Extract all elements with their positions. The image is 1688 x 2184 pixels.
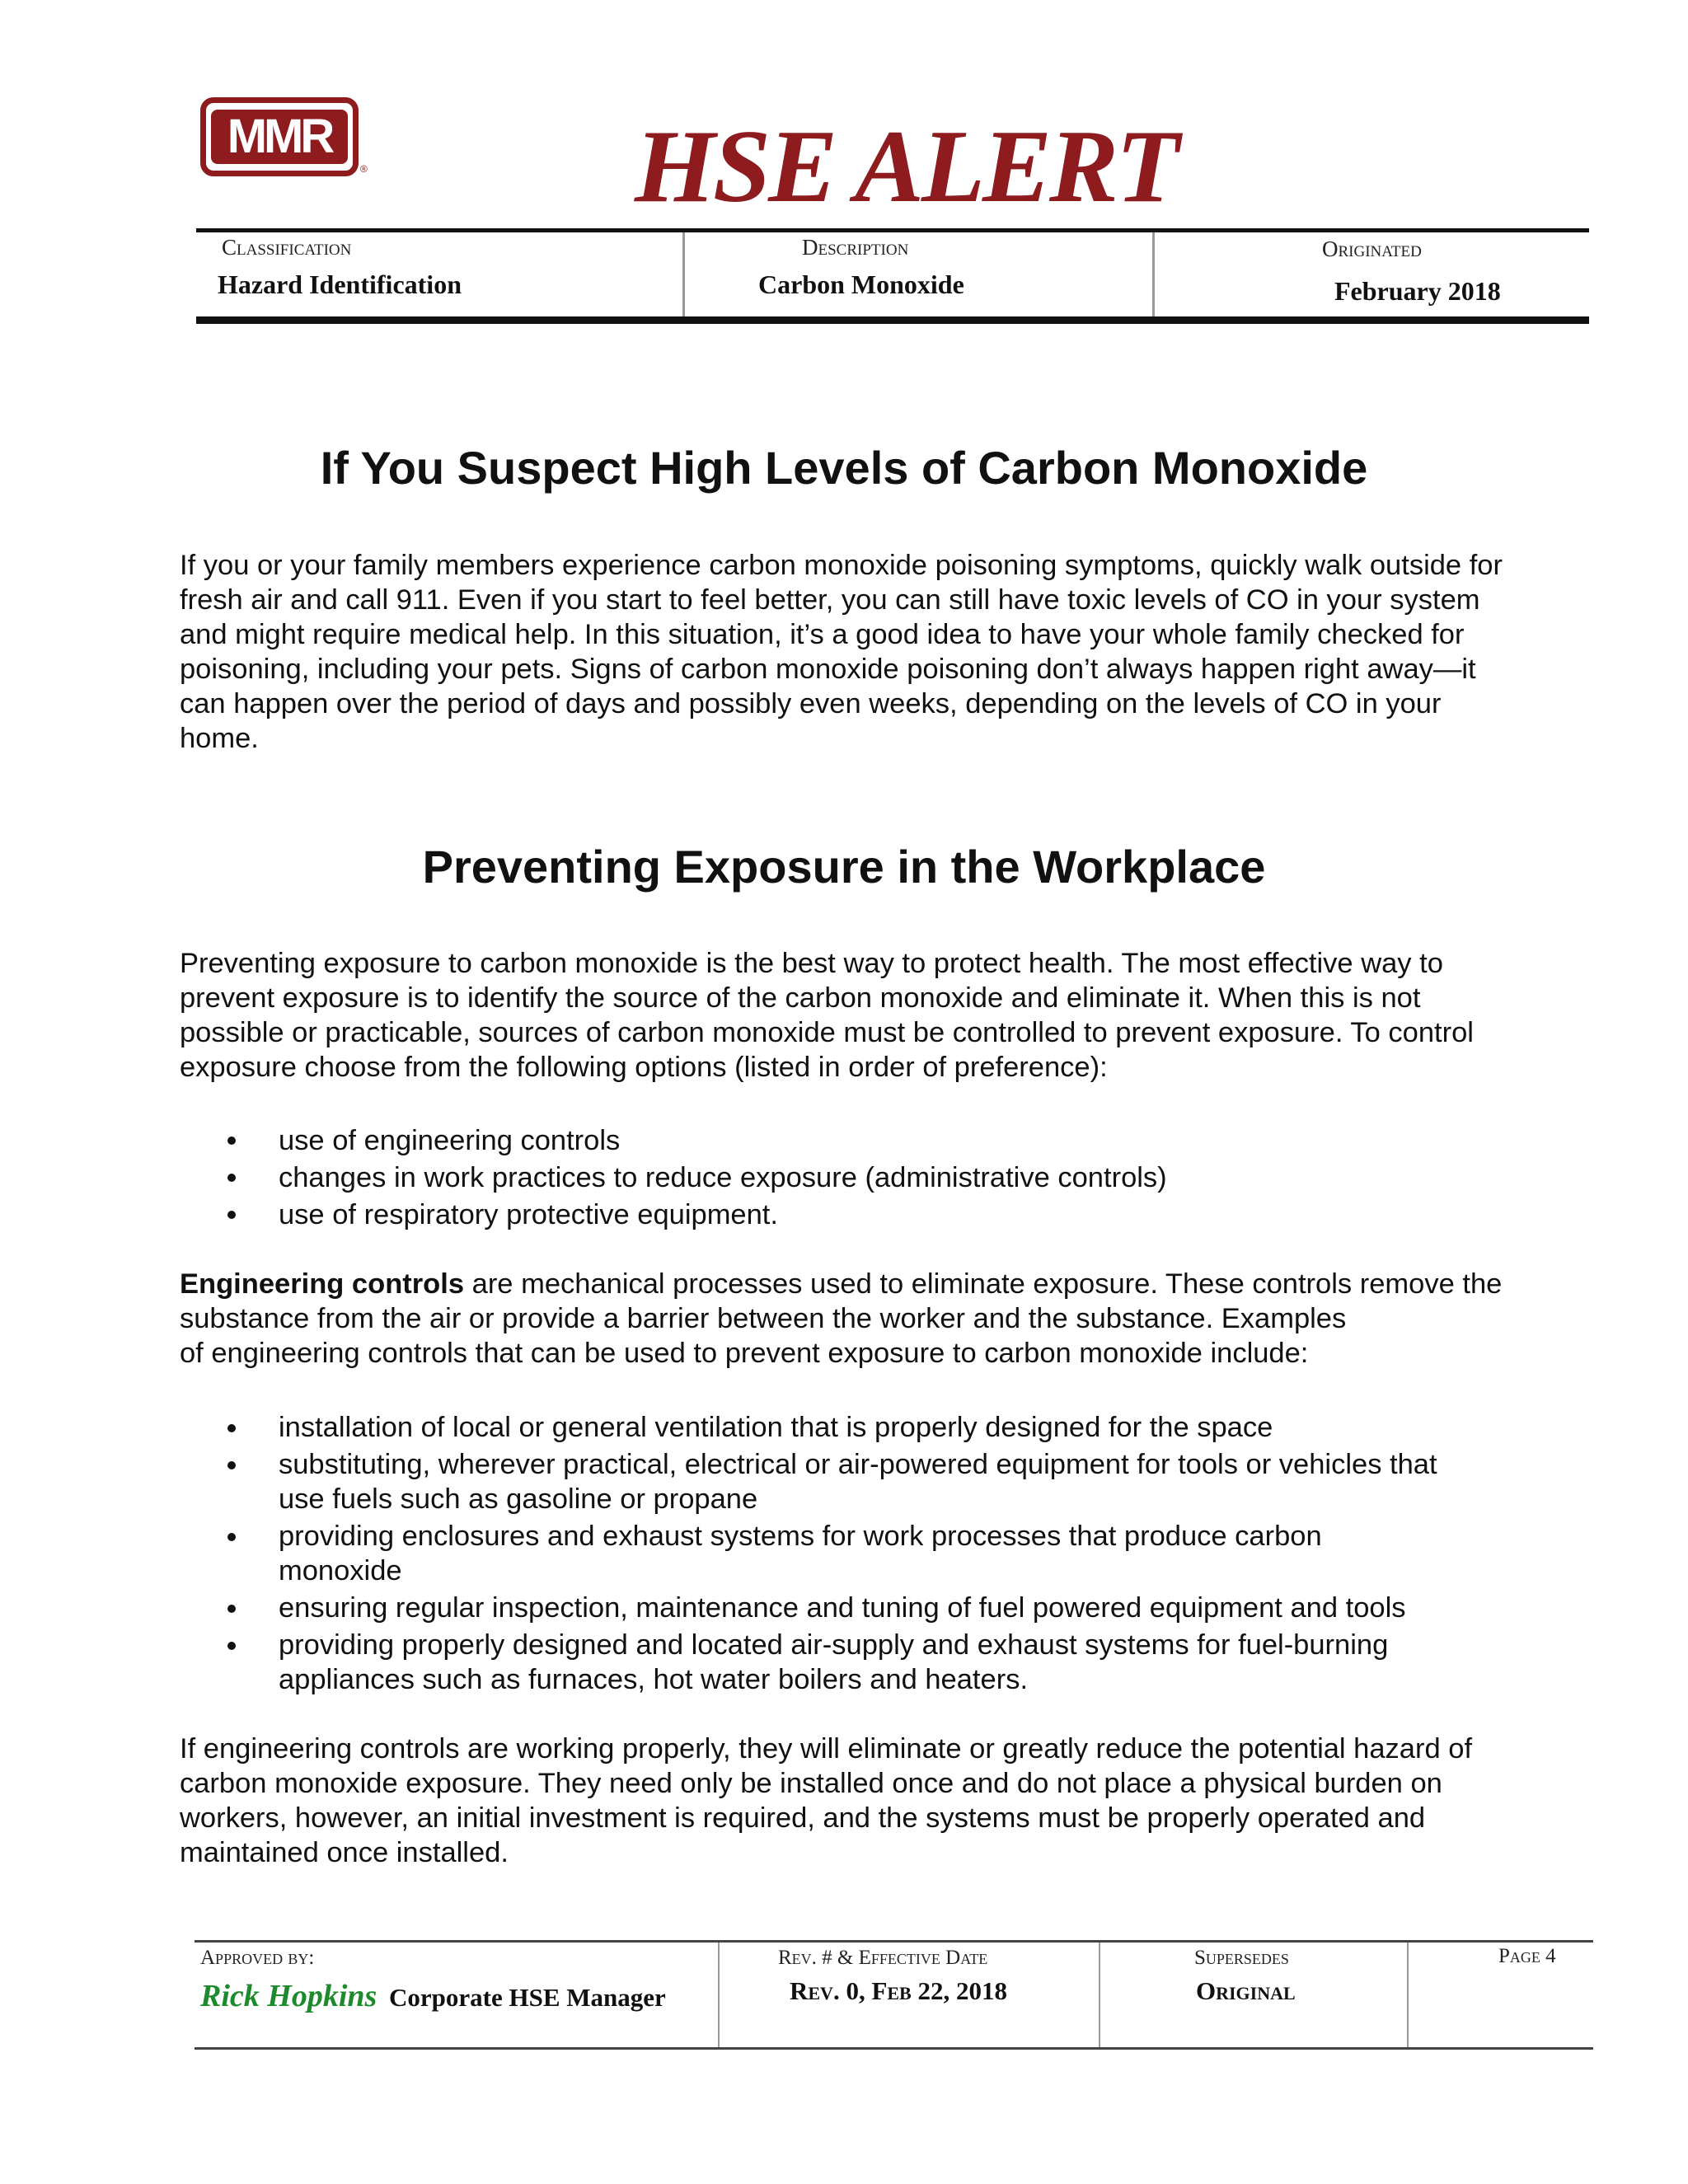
paragraph-line: If engineering controls are working properly, they will eliminate or greatly reduce the potential hazard of: [180, 1733, 1473, 1765]
header-divider: [1152, 232, 1155, 316]
list-item: [180, 1591, 1531, 1625]
paragraph-line: If you or your family members experience carbon monoxide poisoning symptoms, quickly walk outside for: [180, 550, 1503, 581]
classification-label: Classification: [222, 235, 352, 260]
description-value: Carbon Monoxide: [758, 269, 964, 299]
list-item-text: installation of local or general ventilation that is properly designed for the space: [279, 1412, 1273, 1443]
revision-label: Rev. # & Effective Date: [778, 1947, 988, 1969]
section-heading-co-levels: If You Suspect High Levels of Carbon Monoxide: [320, 442, 1368, 494]
bullet-icon: [227, 1605, 236, 1613]
bullet-icon: [227, 1642, 236, 1650]
footer-divider: [718, 1943, 720, 2047]
paragraph-line: exposure choose from the following options (listed in order of preference):: [180, 1052, 1108, 1083]
list-item: [180, 1447, 1531, 1516]
list-item-text: use fuels such as gasoline or propane: [279, 1483, 758, 1515]
list-item: [180, 1160, 1531, 1197]
list-item-text: monoxide: [279, 1555, 402, 1586]
list-item: [180, 1197, 1531, 1234]
logo-registered-mark: ®: [360, 163, 368, 175]
supersedes-value: Original: [1196, 1976, 1296, 2005]
bullet-icon: [227, 1174, 236, 1182]
list-item-text: substituting, wherever practical, electrical or air-powered equipment for tools or vehicles that: [279, 1449, 1437, 1480]
page-number: Page 4: [1498, 1945, 1556, 1967]
description-label: Description: [802, 235, 909, 260]
paragraph-engineering-controls: [180, 1267, 1597, 1371]
paragraph-engineering-benefits: [180, 1732, 1597, 1870]
engineering-examples-list: [180, 1410, 1531, 1697]
section-heading-preventing-exposure: Preventing Exposure in the Workplace: [422, 841, 1266, 893]
bullet-icon: [227, 1424, 236, 1432]
paragraph-line: and might require medical help. In this situation, it’s a good idea to have your whole family checked for: [180, 619, 1465, 650]
paragraph-prevention-intro: [180, 946, 1597, 1085]
header-top-rule: [196, 228, 1589, 232]
approver-title: Corporate HSE Manager: [389, 1983, 666, 2012]
footer-divider: [1407, 1943, 1409, 2047]
bullet-icon: [227, 1211, 236, 1219]
paragraph-line: can happen over the period of days and possibly even weeks, depending on the levels of CO in your: [180, 688, 1442, 719]
bullet-icon: [227, 1461, 236, 1469]
list-item: [180, 1410, 1531, 1445]
paragraph-line: prevent exposure is to identify the source of the carbon monoxide and eliminate it. When this is not: [180, 982, 1421, 1014]
bullet-icon: [227, 1533, 236, 1541]
classification-value: Hazard Identification: [218, 269, 462, 299]
header-divider: [682, 232, 685, 316]
logo-text: MMR: [211, 110, 348, 164]
supersedes-label: Supersedes: [1194, 1947, 1289, 1969]
mmr-logo: [200, 97, 359, 176]
paragraph-text: are mechanical processes used to eliminate exposure. These controls remove the: [464, 1268, 1503, 1300]
list-item-text: use of respiratory protective equipment.: [279, 1199, 778, 1230]
list-item-text: providing enclosures and exhaust systems for work processes that produce carbon: [279, 1521, 1322, 1552]
paragraph-line: workers, however, an initial investment is required, and the systems must be properly operated and: [180, 1802, 1426, 1834]
paragraph-line: possible or practicable, sources of carbon monoxide must be controlled to prevent exposure. To control: [180, 1017, 1474, 1048]
paragraph-line: of engineering controls that can be used to prevent exposure to carbon monoxide include:: [180, 1338, 1309, 1369]
page-title: HSE ALERT: [635, 110, 1178, 224]
paragraph-co-suspect: [180, 548, 1597, 756]
paragraph-line: Preventing exposure to carbon monoxide is the best way to protect health. The most effective way to: [180, 948, 1443, 979]
paragraph-line: fresh air and call 911. Even if you start to feel better, you can still have toxic levels of CO in your system: [180, 584, 1480, 616]
footer-divider: [1099, 1943, 1100, 2047]
paragraph-line: poisoning, including your pets. Signs of carbon monoxide poisoning don’t always happen right away—it: [180, 654, 1476, 685]
footer-top-rule: [195, 1940, 1593, 1943]
approved-by-label: Approved by:: [200, 1947, 315, 1969]
control-options-list: [180, 1122, 1531, 1234]
revision-value: Rev. 0, Feb 22, 2018: [790, 1976, 1007, 2005]
paragraph-line: carbon monoxide exposure. They need only be installed once and do not place a physical burden on: [180, 1768, 1442, 1799]
originated-value: February 2018: [1334, 276, 1501, 306]
paragraph-line: substance from the air or provide a barrier between the worker and the substance. Examples: [180, 1303, 1347, 1334]
header-bottom-rule: [196, 316, 1589, 324]
paragraph-line: maintained once installed.: [180, 1837, 509, 1868]
list-item: [180, 1628, 1531, 1697]
list-item: [180, 1519, 1531, 1588]
approver-signature: Rick Hopkins: [200, 1979, 377, 2013]
list-item-text: use of engineering controls: [279, 1125, 621, 1156]
list-item-text: ensuring regular inspection, maintenance and tuning of fuel powered equipment and tools: [279, 1592, 1406, 1624]
paragraph-line: [180, 1267, 1597, 1301]
paragraph-line: home.: [180, 723, 259, 754]
footer-bottom-rule: [195, 2047, 1593, 2050]
list-item-text: providing properly designed and located air-supply and exhaust systems for fuel-burning: [279, 1629, 1389, 1661]
list-item-text: appliances such as furnaces, hot water boilers and heaters.: [279, 1664, 1029, 1695]
bullet-icon: [227, 1137, 236, 1145]
engineering-controls-term: Engineering controls: [180, 1268, 465, 1300]
list-item: [180, 1122, 1531, 1160]
originated-label: Originated: [1322, 237, 1422, 261]
list-item-text: changes in work practices to reduce exposure (administrative controls): [279, 1162, 1167, 1193]
